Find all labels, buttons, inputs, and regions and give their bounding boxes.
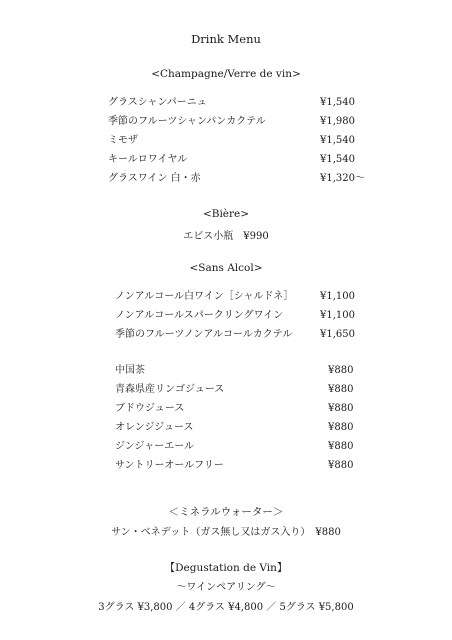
menu-item (108, 96, 388, 110)
item-price: ¥880 (328, 403, 354, 414)
menu-item (115, 383, 395, 397)
page-title: Drink Menu (191, 32, 261, 46)
item-name: ノンアルコールスパークリングワイン (115, 310, 284, 321)
menu-item (115, 364, 395, 378)
degustation-subtitle: ～ワインペアリング～ (176, 582, 276, 593)
item-price: ¥1,100 (320, 291, 355, 302)
item-name: グラスシャンパーニュ (108, 97, 207, 108)
item-name: ノンアルコール白ワイン［シャルドネ］ (115, 291, 294, 302)
champagne-heading: <Champagne/Verre de vin> (151, 68, 301, 80)
item-price: ¥1,650 (320, 329, 355, 340)
item-price: ¥880 (328, 441, 354, 452)
item-name: サントリーオールフリー (115, 460, 224, 471)
menu-item (115, 309, 395, 323)
item-name: ミモザ (108, 135, 138, 146)
biere-item: エビス小瓶 ¥990 (183, 231, 269, 242)
item-name: ブドウジュース (115, 403, 185, 414)
degustation-prices: 3グラス ¥3,800 ／ 4グラス ¥4,800 ／ 5グラス ¥5,800 (98, 602, 354, 613)
item-name: 季節のフルーツシャンパンカクテル (108, 116, 266, 127)
menu-item (115, 290, 395, 304)
item-price: ¥1,320～ (320, 173, 365, 184)
item-name: ジンジャーエール (115, 441, 195, 452)
item-name: キールロワイヤル (108, 154, 188, 165)
menu-item (115, 421, 395, 435)
water-item: サン・ベネデット（ガス無し又はガス入り） ¥880 (111, 527, 341, 538)
item-price: ¥880 (328, 365, 354, 376)
menu-item (108, 172, 388, 186)
item-price: ¥1,540 (320, 97, 355, 108)
sans-alcol-heading: <Sans Alcol> (189, 262, 263, 274)
menu-item (108, 153, 388, 167)
item-price: ¥880 (328, 422, 354, 433)
item-name: オレンジジュース (115, 422, 194, 433)
item-price: ¥1,540 (320, 154, 355, 165)
item-price: ¥880 (328, 384, 354, 395)
item-name: 中国茶 (115, 365, 145, 376)
menu-item (108, 115, 388, 129)
menu-item (115, 440, 395, 454)
item-name: 青森県産リンゴジュース (115, 384, 225, 395)
water-heading: ＜ミネラルウォーター＞ (168, 506, 284, 518)
menu-item (108, 134, 388, 148)
item-price: ¥1,100 (320, 310, 355, 321)
degustation-heading: 【Degustation de Vin】 (164, 562, 288, 574)
menu-item (115, 459, 395, 473)
item-name: 季節のフルーツノンアルコールカクテル (115, 329, 293, 340)
menu-item (115, 328, 395, 342)
item-name: グラスワイン 白・赤 (108, 173, 201, 184)
item-price: ¥1,980 (320, 116, 355, 127)
menu-item (115, 402, 395, 416)
item-price: ¥1,540 (320, 135, 355, 146)
item-price: ¥880 (328, 460, 354, 471)
biere-heading: <Bière> (202, 208, 250, 220)
